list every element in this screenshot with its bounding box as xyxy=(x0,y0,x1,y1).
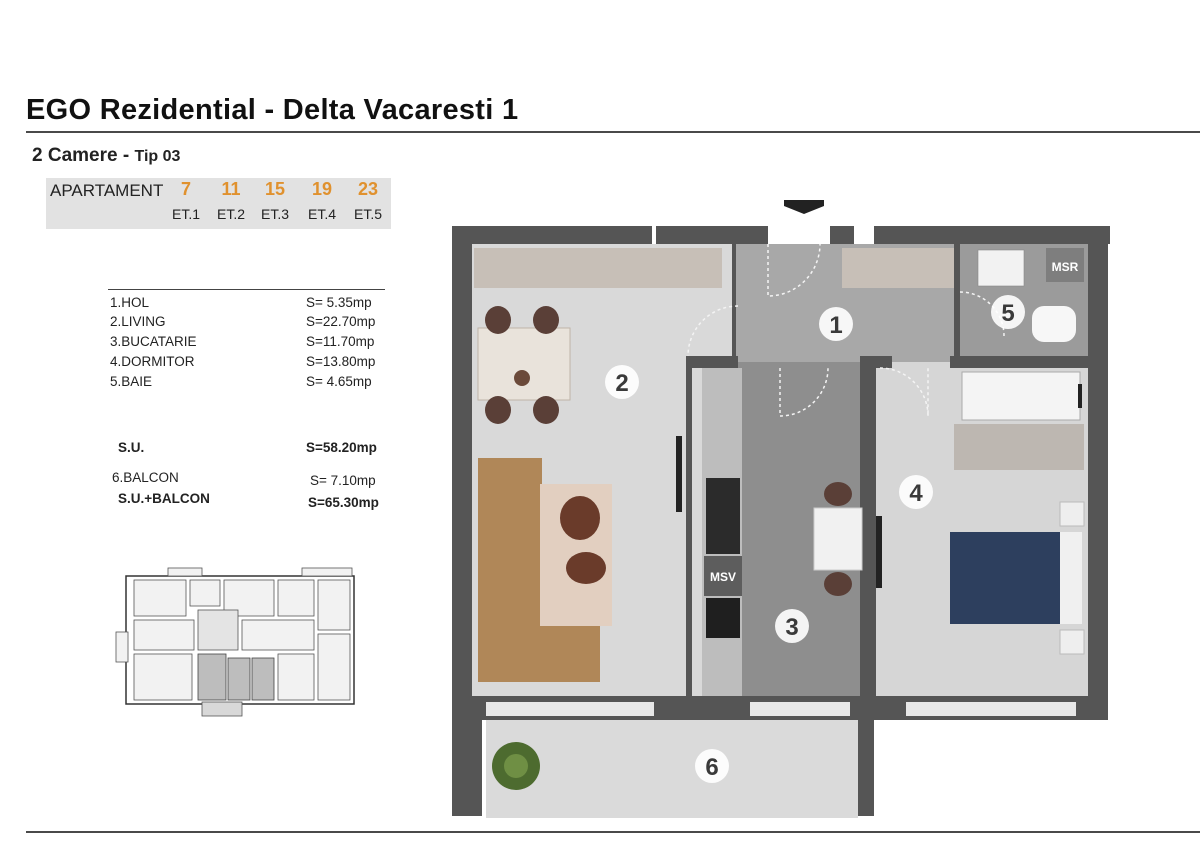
room-name: 1.HOL xyxy=(110,295,150,310)
chair xyxy=(824,572,852,596)
floor-label: ET.3 xyxy=(260,206,289,222)
room-number-6: 6 xyxy=(705,754,719,781)
sink xyxy=(978,250,1024,286)
chair xyxy=(485,396,511,424)
outer-wall xyxy=(874,226,1110,244)
floor-plan xyxy=(450,196,1110,822)
outer-wall xyxy=(830,226,854,244)
room-number-4: 4 xyxy=(909,480,923,507)
room-area: S=13.80mp xyxy=(306,354,376,369)
nightstand xyxy=(1060,630,1084,654)
tap xyxy=(1078,384,1082,408)
room-number-2: 2 xyxy=(615,370,629,397)
headboard xyxy=(1060,532,1082,624)
coffee-table xyxy=(560,496,600,540)
inner-wall xyxy=(954,244,960,356)
coffee-table xyxy=(566,552,606,584)
room-area: S=11.70mp xyxy=(306,334,375,349)
room-area: S= 4.65mp xyxy=(306,374,372,389)
window xyxy=(486,702,654,716)
apartment-number: 19 xyxy=(311,179,333,199)
balcony-wall xyxy=(858,716,874,816)
bed xyxy=(950,532,1060,624)
room-area: S=22.70mp xyxy=(306,314,376,329)
toilet xyxy=(1032,306,1076,342)
vase xyxy=(514,370,530,386)
usable-area-value: S=58.20mp xyxy=(306,440,377,455)
room-name: 5.BAIE xyxy=(110,374,153,389)
apartment-number: 11 xyxy=(221,179,241,199)
type-label: Tip 03 xyxy=(134,148,181,165)
floor-label: ET.4 xyxy=(307,206,336,222)
inner-wall xyxy=(732,244,736,360)
usable-area-label: S.U. xyxy=(118,440,145,455)
floor-label: ET.2 xyxy=(216,206,245,222)
area-table-divider xyxy=(108,289,385,290)
entrance-arrow-icon xyxy=(784,200,824,214)
apartment-number: 7 xyxy=(180,179,191,199)
window xyxy=(750,702,850,716)
kitchen-table xyxy=(814,508,862,570)
room-area: S= 5.35mp xyxy=(306,295,372,310)
room-name: 2.LIVING xyxy=(110,314,166,329)
outer-wall xyxy=(676,226,768,244)
outer-wall xyxy=(452,226,472,716)
room-number-5: 5 xyxy=(1001,300,1015,327)
cooktop xyxy=(706,598,740,638)
chair xyxy=(533,396,559,424)
tv xyxy=(676,436,682,512)
outer-wall xyxy=(1088,244,1108,714)
room-name: 4.DORMITOR xyxy=(110,354,195,369)
msv-label: MSV xyxy=(709,570,737,584)
window xyxy=(906,702,1076,716)
msr-label: MSR xyxy=(1051,260,1079,274)
tv xyxy=(876,516,882,588)
nightstand xyxy=(1060,502,1084,526)
inner-wall xyxy=(876,356,892,368)
room-number-1: 1 xyxy=(829,312,843,339)
title-divider xyxy=(26,131,1200,133)
dining-table xyxy=(478,328,570,400)
floor-label: ET.5 xyxy=(353,206,382,222)
inner-wall xyxy=(950,356,1088,368)
room-number-3: 3 xyxy=(785,614,799,641)
balcony-label: 6.BALCON xyxy=(112,470,179,485)
wardrobe xyxy=(474,248,722,288)
apartment-number: 23 xyxy=(357,179,379,199)
footer-divider xyxy=(26,831,1200,833)
hall-wardrobe xyxy=(842,248,954,288)
apartment-number: 15 xyxy=(264,179,286,199)
outer-wall xyxy=(656,226,676,244)
chair xyxy=(533,306,559,334)
bedroom-wardrobe xyxy=(954,424,1084,470)
apartment-type-heading xyxy=(32,145,180,167)
kitchen-sink xyxy=(706,478,740,554)
apartment-label: APARTAMENT xyxy=(50,181,164,200)
building-key-plan xyxy=(114,566,357,718)
balcony-area-value: S= 7.10mp xyxy=(310,473,376,488)
balcony-wall xyxy=(452,716,482,816)
bathtub xyxy=(962,372,1080,420)
chair xyxy=(824,482,852,506)
total-area-value: S=65.30mp xyxy=(308,495,379,510)
room-name: 3.BUCATARIE xyxy=(110,334,197,349)
floor-label: ET.1 xyxy=(171,206,200,222)
total-area-label: S.U.+BALCON xyxy=(118,491,210,506)
chair xyxy=(485,306,511,334)
balcony-floor xyxy=(486,714,858,818)
inner-wall xyxy=(686,356,692,696)
inner-wall xyxy=(686,356,738,368)
outer-wall xyxy=(472,226,652,244)
page-title: EGO Rezidential - Delta Vacaresti 1 xyxy=(26,94,519,126)
rooms-count-label: 2 Camere - xyxy=(32,145,130,166)
